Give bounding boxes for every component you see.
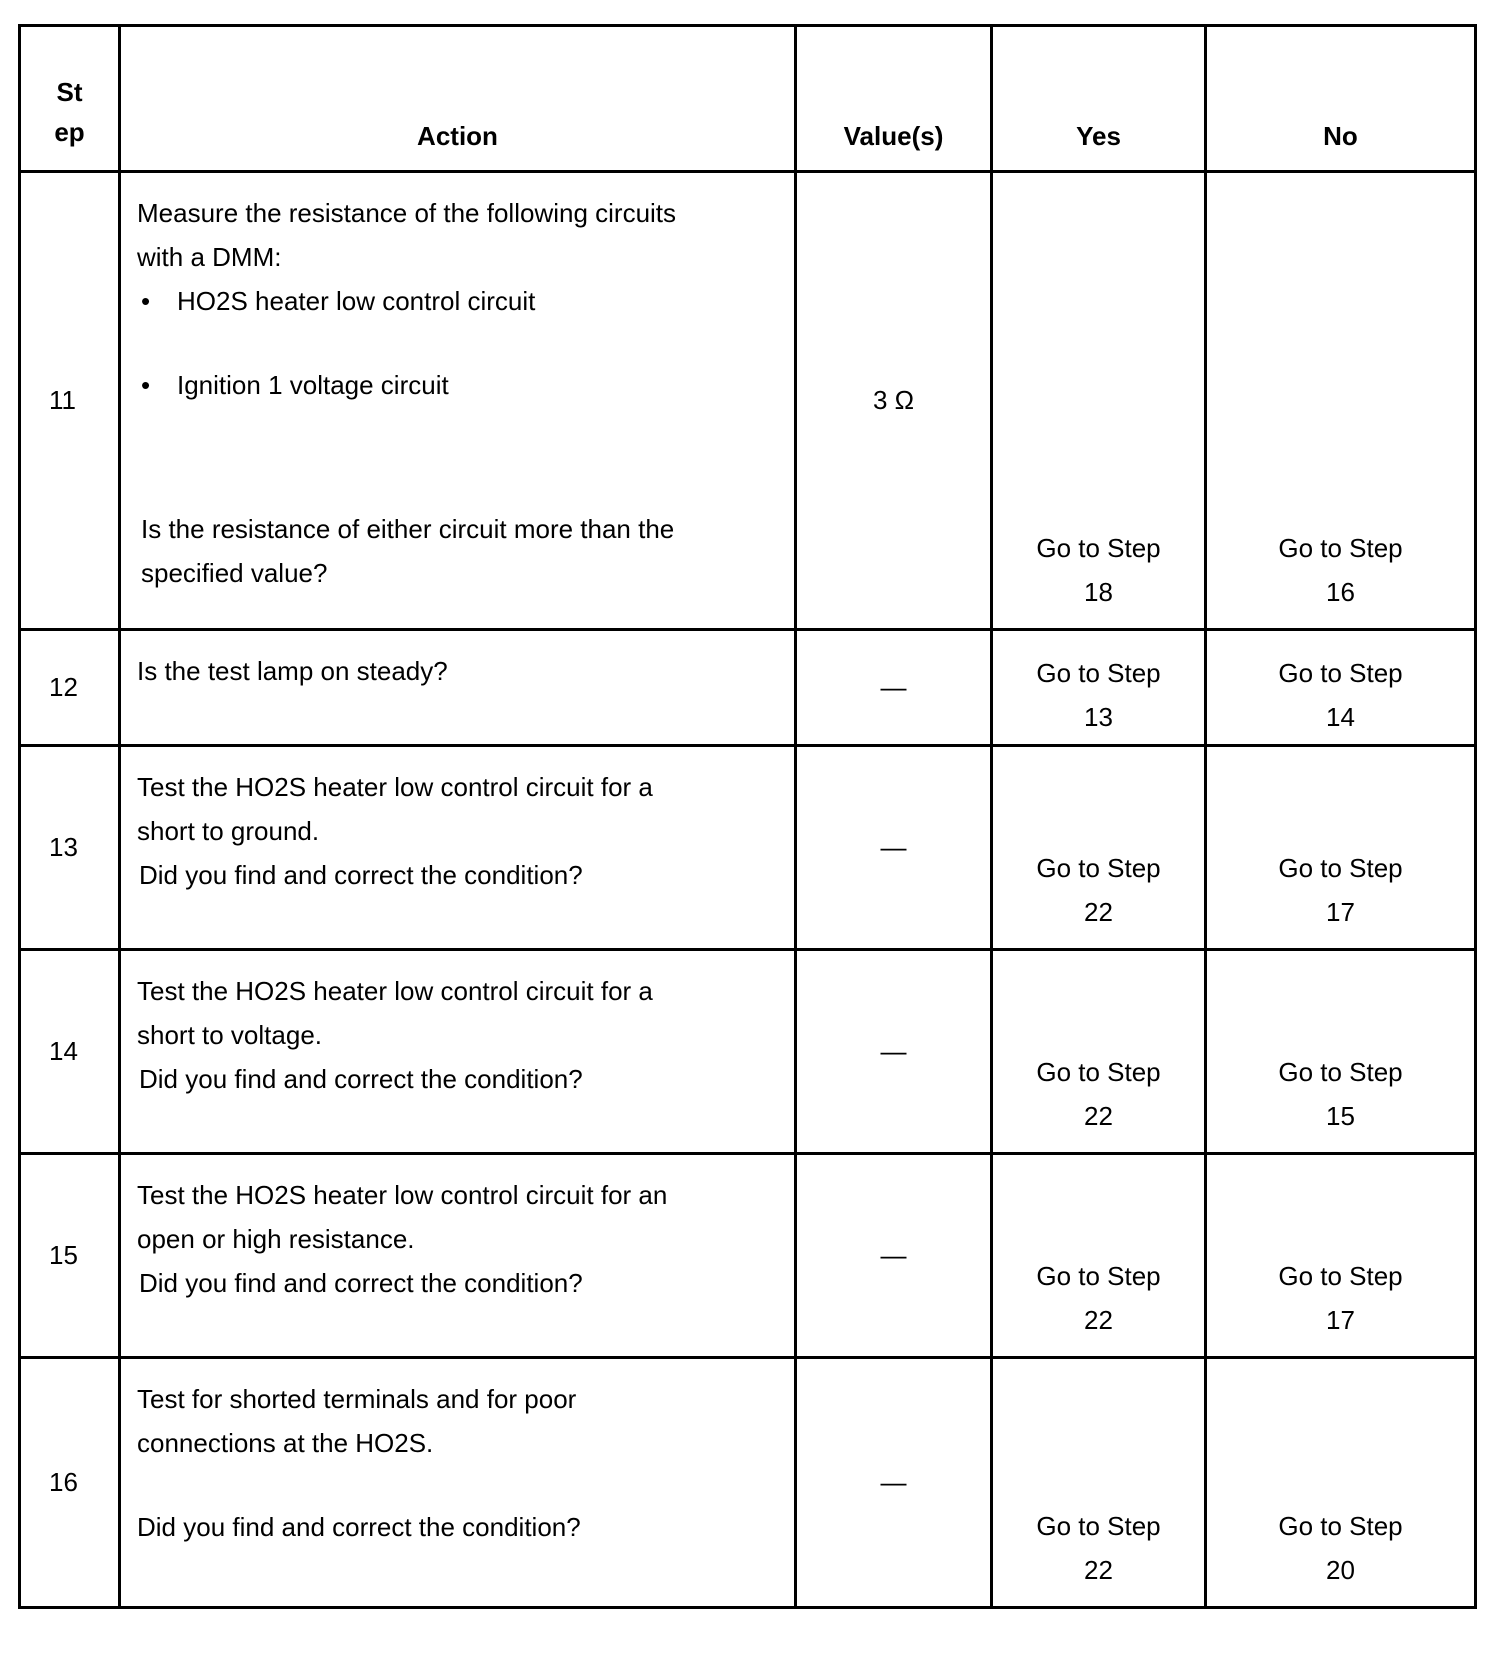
action-cell [120,950,796,1154]
action-question: Is the test lamp on steady? [137,656,448,686]
action-question: Did you find and correct the condition? [139,1064,583,1094]
bullet-item: • Ignition 1 voltage circuit [137,363,778,407]
action-intro: Test the HO2S heater low control circuit for a short to voltage. [137,976,653,1050]
action-intro: Test the HO2S heater low control circuit for an open or high resistance. [137,1180,668,1254]
step-number: 15 [20,1154,120,1358]
no-link[interactable]: Go to Step 16 [1278,533,1403,607]
value-cell: 3 Ω [796,172,992,630]
yes-cell [992,950,1206,1154]
header-yes: Yes [992,26,1206,172]
no-link[interactable]: Go to Step 20 [1278,1511,1403,1585]
diagnostic-table [18,24,1477,1609]
value-cell: — [796,950,992,1154]
action-question: Is the resistance of either circuit more than the specified value? [141,514,675,588]
table-row [20,1154,1476,1358]
header-values: Value(s) [796,26,992,172]
step-number: 13 [20,746,120,950]
table-row [20,630,1476,746]
no-link[interactable]: Go to Step 15 [1278,1057,1403,1131]
value-cell: — [796,630,992,746]
no-cell [1206,950,1476,1154]
yes-cell [992,746,1206,950]
no-cell [1206,746,1476,950]
no-link[interactable]: Go to Step 14 [1278,658,1403,732]
value-cell: — [796,746,992,950]
action-cell [120,172,796,630]
action-question: Did you find and correct the condition? [139,860,583,890]
step-number: 14 [20,950,120,1154]
step-number: 16 [20,1358,120,1608]
header-step [20,26,120,172]
no-link[interactable]: Go to Step 17 [1278,1261,1403,1335]
header-step-line2: ep [54,117,85,147]
header-row [20,26,1476,172]
action-question: Did you find and correct the condition? [137,1512,581,1542]
no-cell [1206,1358,1476,1608]
yes-link[interactable]: Go to Step 22 [1036,1261,1161,1335]
table-row [20,950,1476,1154]
value-cell: — [796,1358,992,1608]
no-cell [1206,630,1476,746]
action-cell [120,630,796,746]
yes-link[interactable]: Go to Step 22 [1036,1057,1161,1131]
yes-cell [992,630,1206,746]
yes-cell [992,1154,1206,1358]
no-cell [1206,1154,1476,1358]
yes-link[interactable]: Go to Step 13 [1036,658,1161,732]
yes-cell [992,172,1206,630]
no-link[interactable]: Go to Step 17 [1278,853,1403,927]
no-cell [1206,172,1476,630]
action-cell [120,746,796,950]
yes-link[interactable]: Go to Step 22 [1036,853,1161,927]
step-number: 12 [20,630,120,746]
step-number: 11 [20,172,120,630]
value-cell: — [796,1154,992,1358]
header-step-line1: St [56,77,83,107]
action-cell [120,1154,796,1358]
header-no: No [1206,26,1476,172]
table-row [20,172,1476,630]
action-intro: Measure the resistance of the following circuits with a DMM: [137,198,677,272]
action-cell [120,1358,796,1608]
bullet-item: • HO2S heater low control circuit [137,279,778,323]
yes-link[interactable]: Go to Step 18 [1036,533,1161,607]
action-question: Did you find and correct the condition? [139,1268,583,1298]
yes-link[interactable]: Go to Step 22 [1036,1511,1161,1585]
table-row [20,746,1476,950]
action-intro: Test for shorted terminals and for poor connections at the HO2S. [137,1384,577,1458]
action-intro: Test the HO2S heater low control circuit for a short to ground. [137,772,653,846]
yes-cell [992,1358,1206,1608]
header-action: Action [120,26,796,172]
table-row [20,1358,1476,1608]
